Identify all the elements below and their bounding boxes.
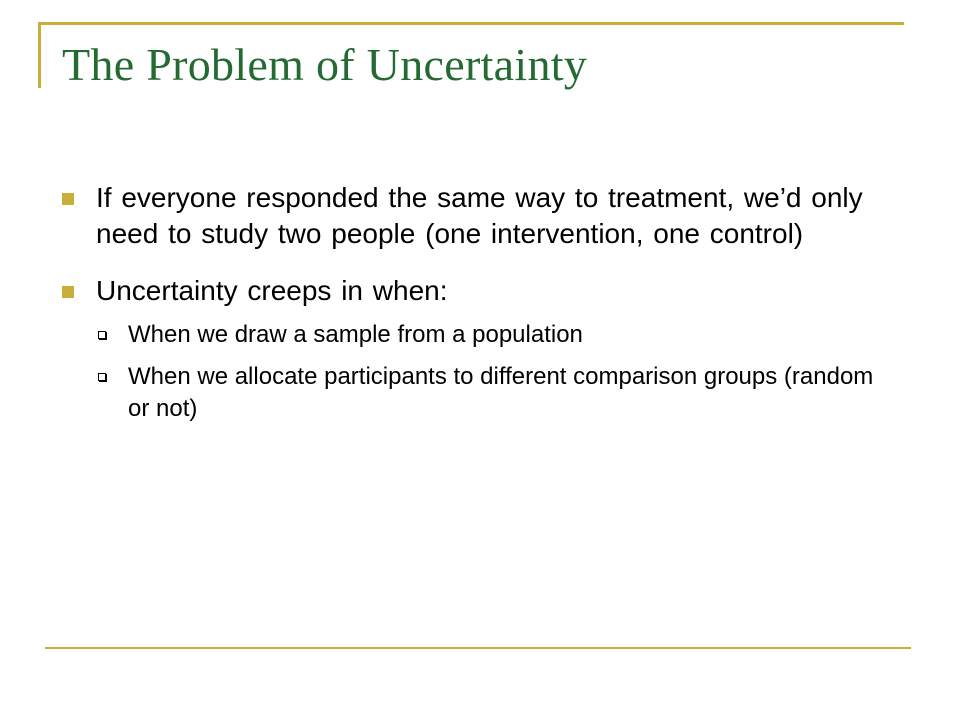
square-bullet-icon (62, 193, 74, 205)
sub-bullet-text: When we draw a sample from a population (128, 321, 583, 348)
sub-bullet-item (62, 319, 882, 351)
bullet-text: If everyone responded the same way to treatment, we’d only need to study two people (one intervention, one control) (96, 182, 863, 249)
bullet-item (62, 180, 882, 252)
square-bullet-icon (62, 286, 74, 298)
sub-bullet-text: When we allocate participants to different comparison groups (random or not) (128, 363, 874, 422)
top-rule-divider (38, 22, 904, 25)
left-rule-divider (38, 22, 41, 88)
sub-bullet-list (62, 319, 882, 425)
bottom-rule-divider (45, 647, 911, 649)
hollow-square-bullet-icon (98, 373, 106, 381)
bullet-text: Uncertainty creeps in when: (96, 275, 448, 306)
bullet-list (62, 180, 882, 425)
hollow-square-bullet-icon (98, 331, 106, 339)
bullet-item (62, 273, 882, 309)
slide-title: The Problem of Uncertainty (62, 39, 588, 90)
sub-bullet-item (62, 361, 882, 425)
